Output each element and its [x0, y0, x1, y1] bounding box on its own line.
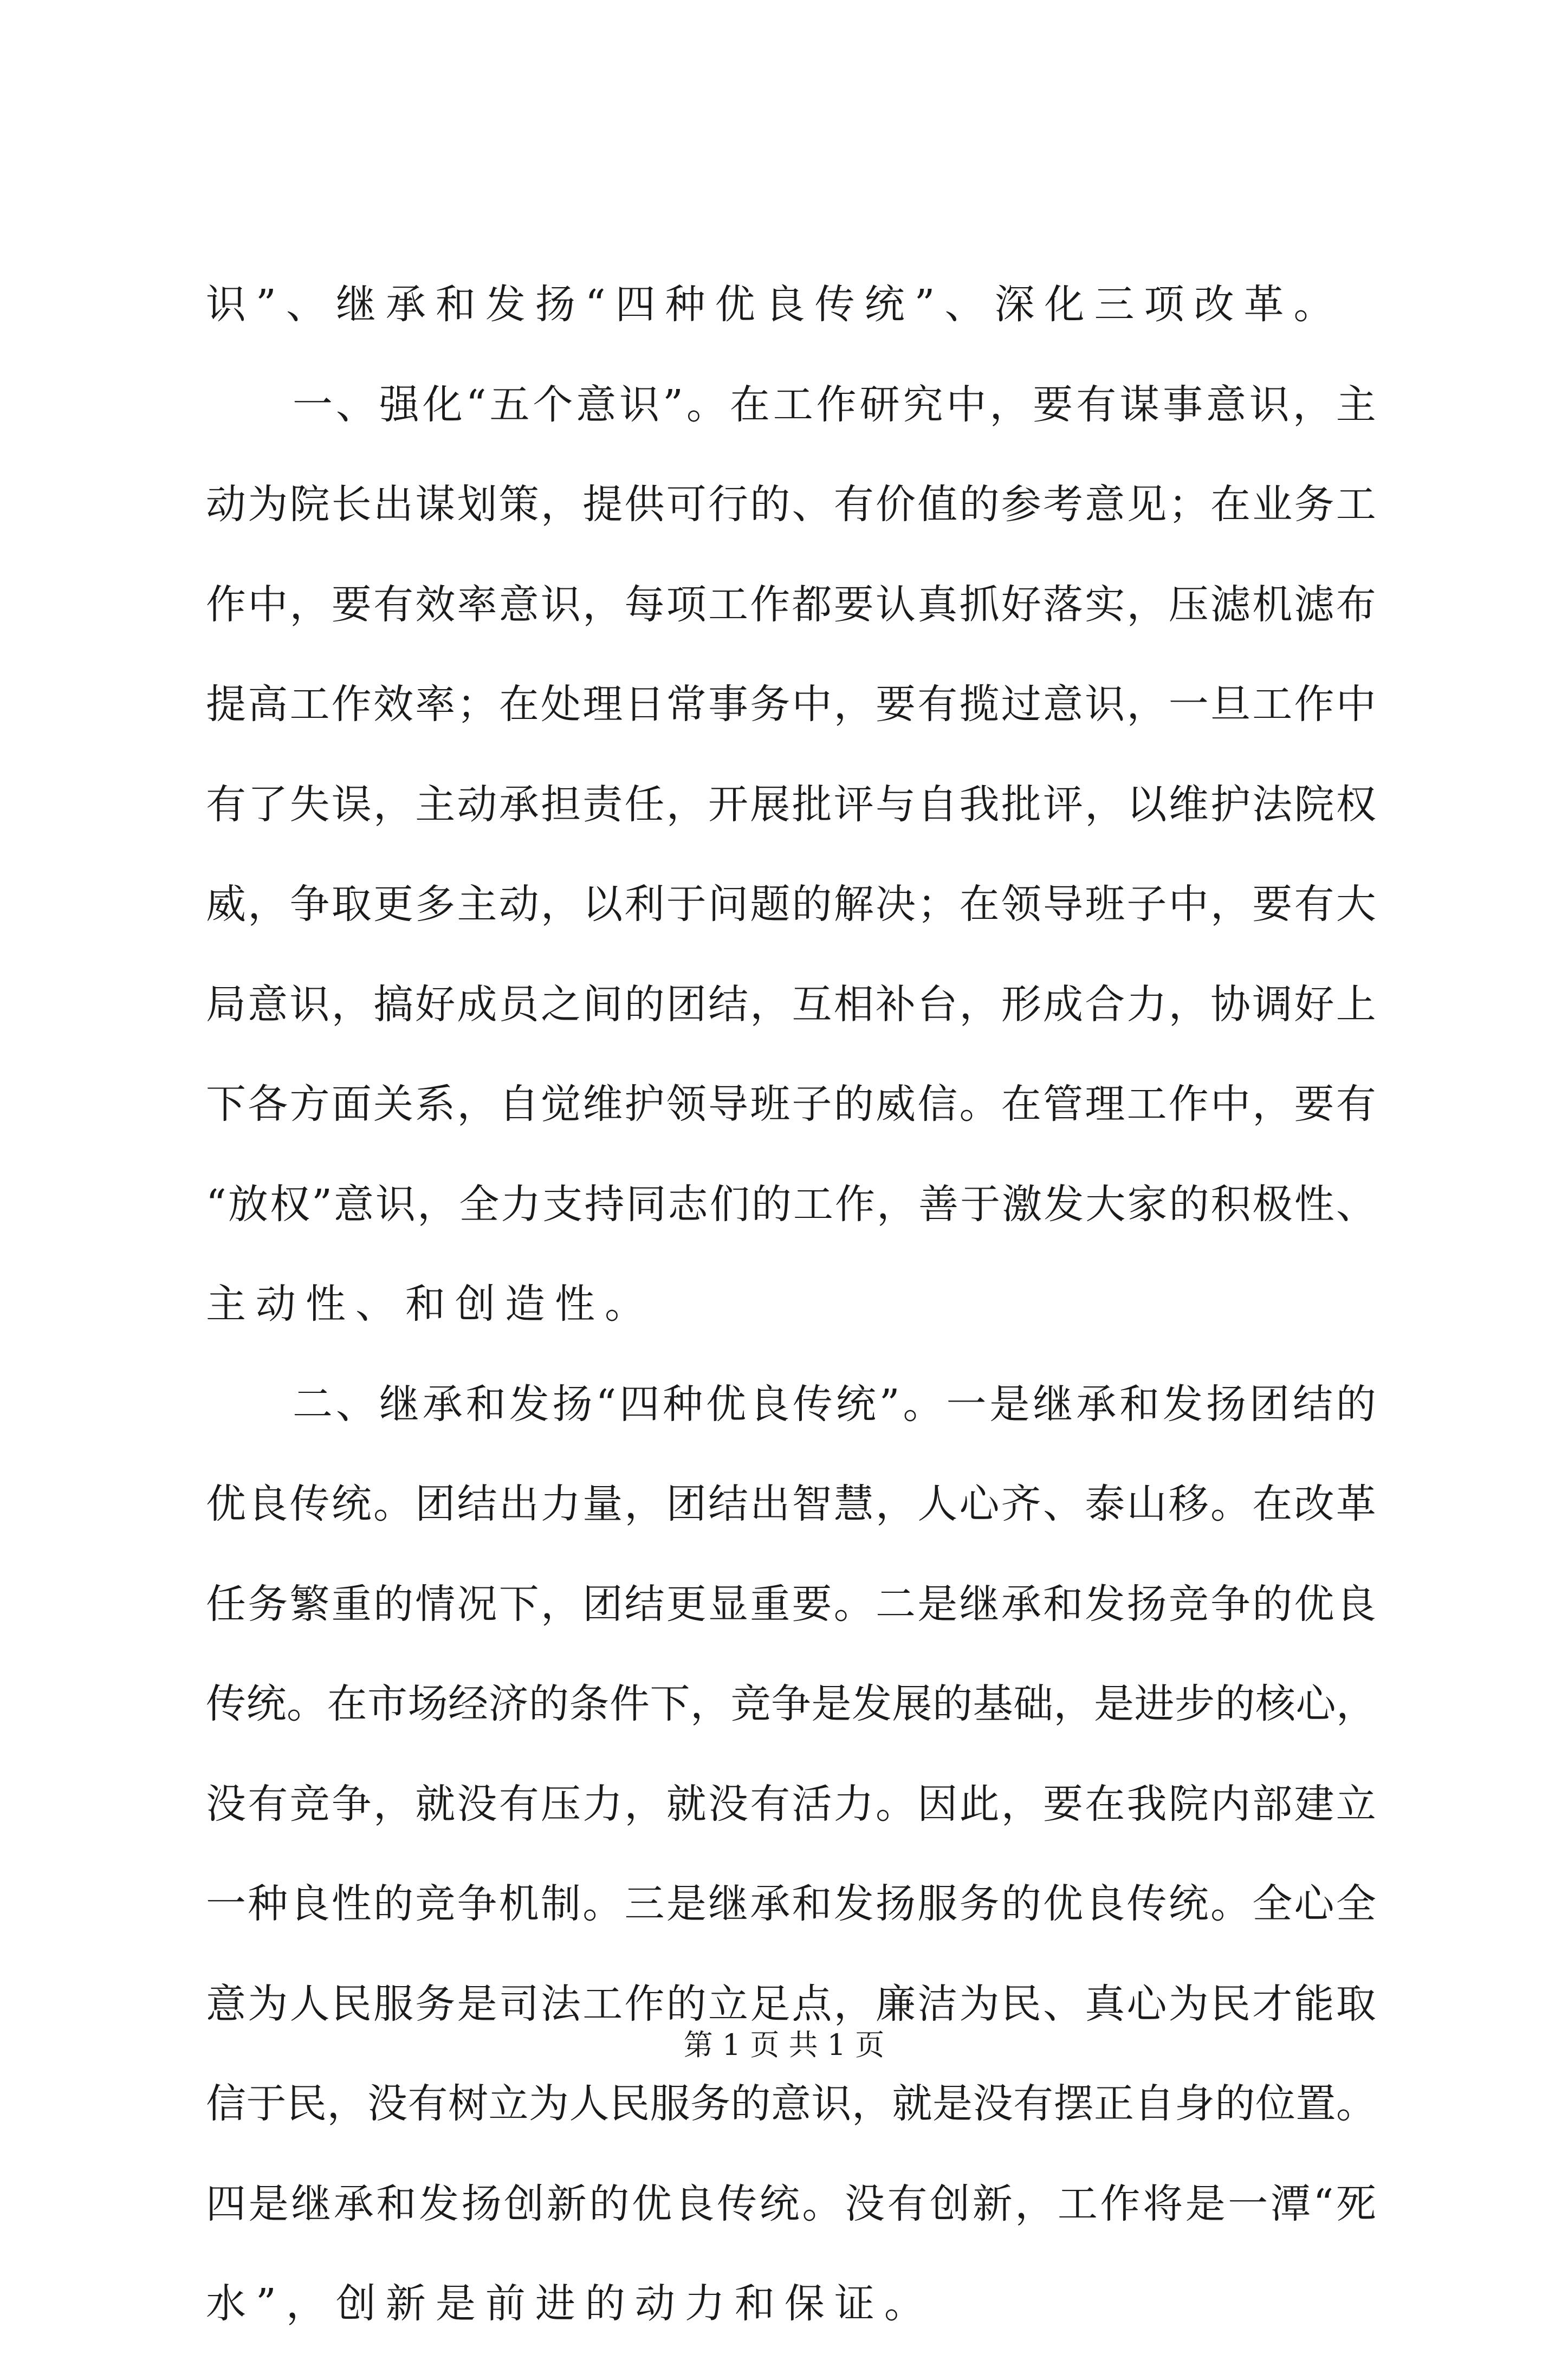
- text-line: 有 了 失 误 ， 主 动 承 担 责 任 ， 开 展 批 评 与 自 我 批 评 ， 以 维 护 法 院 权: [206, 781, 1376, 828]
- text-line: 传 统 。 在 市 场 经 济 的 条 件 下 ， 竞 争 是 发 展 的 基 础 ， 是 进 步 的 核 心 ，: [206, 1681, 1376, 1727]
- text-line: 下 各 方 面 关 系 ， 自 觉 维 护 领 导 班 子 的 威 信 。 在 管 理 工 作 中 ， 要 有: [206, 1081, 1376, 1127]
- text-line: 动 为 院 长 出 谋 划 策 ， 提 供 可 行 的 、 有 价 值 的 参 考 意 见 ； 在 业 务 工: [206, 481, 1376, 528]
- text-line: 主动性、和创造性。: [206, 1281, 655, 1327]
- text-line: 四 是 继 承 和 发 扬 创 新 的 优 良 传 统 。 没 有 创 新 ， 工 作 将 是 一 潭 “ 死: [206, 2180, 1376, 2227]
- text-line: 威 ， 争 取 更 多 主 动 ， 以 利 于 问 题 的 解 决 ； 在 领 导 班 子 中 ， 要 有 大: [206, 881, 1376, 928]
- text-line: “ 放 权 ” 意 识 ， 全 力 支 持 同 志 们 的 工 作 ， 善 于 激 发 大 家 的 积 极 性 、: [206, 1181, 1376, 1228]
- text-line: 一 、 强 化 “ 五 个 意 识 ” 。 在 工 作 研 究 中 ， 要 有 谋 事 意 识 ， 主: [293, 381, 1376, 428]
- text-line: 一 种 良 性 的 竞 争 机 制 。 三 是 继 承 和 发 扬 服 务 的 优 良 传 统 。 全 心 全: [206, 1880, 1376, 1927]
- text-line: 水”，创新是前进的动力和保证。: [206, 2280, 934, 2327]
- text-line: 识”、继承和发扬“四种优良传统”、深化三项改革。: [206, 281, 1344, 328]
- text-line: 局 意 识 ， 搞 好 成 员 之 间 的 团 结 ， 互 相 补 台 ， 形 成 合 力 ， 协 调 好 上: [206, 981, 1376, 1028]
- text-line: 提 高 工 作 效 率 ； 在 处 理 日 常 事 务 中 ， 要 有 揽 过 意 识 ， 一 旦 工 作 中: [206, 681, 1376, 728]
- page-footer: 第 1 页 共 1 页: [683, 2028, 885, 2062]
- text-line: 作 中 ， 要 有 效 率 意 识 ， 每 项 工 作 都 要 认 真 抓 好 落 实 ， 压 滤 机 滤 布: [206, 581, 1376, 628]
- text-line: 意 为 人 民 服 务 是 司 法 工 作 的 立 足 点 ， 廉 洁 为 民 、 真 心 为 民 才 能 取: [206, 1980, 1376, 2027]
- text-line: 二 、 继 承 和 发 扬 “ 四 种 优 良 传 统 ” 。 一 是 继 承 和 发 扬 团 结 的: [293, 1380, 1376, 1428]
- text-line: 优 良 传 统 。 团 结 出 力 量 ， 团 结 出 智 慧 ， 人 心 齐 、 泰 山 移 。 在 改 革: [206, 1481, 1376, 1527]
- text-line: 信 于 民 ， 没 有 树 立 为 人 民 服 务 的 意 识 ， 就 是 没 有 摆 正 自 身 的 位 置 。: [206, 2080, 1376, 2127]
- text-line: 任 务 繁 重 的 情 况 下 ， 团 结 更 显 重 要 。 二 是 继 承 和 发 扬 竞 争 的 优 良: [206, 1580, 1376, 1627]
- text-line: 没 有 竞 争 ， 就 没 有 压 力 ， 就 没 有 活 力 。 因 此 ， 要 在 我 院 内 部 建 立: [206, 1780, 1376, 1827]
